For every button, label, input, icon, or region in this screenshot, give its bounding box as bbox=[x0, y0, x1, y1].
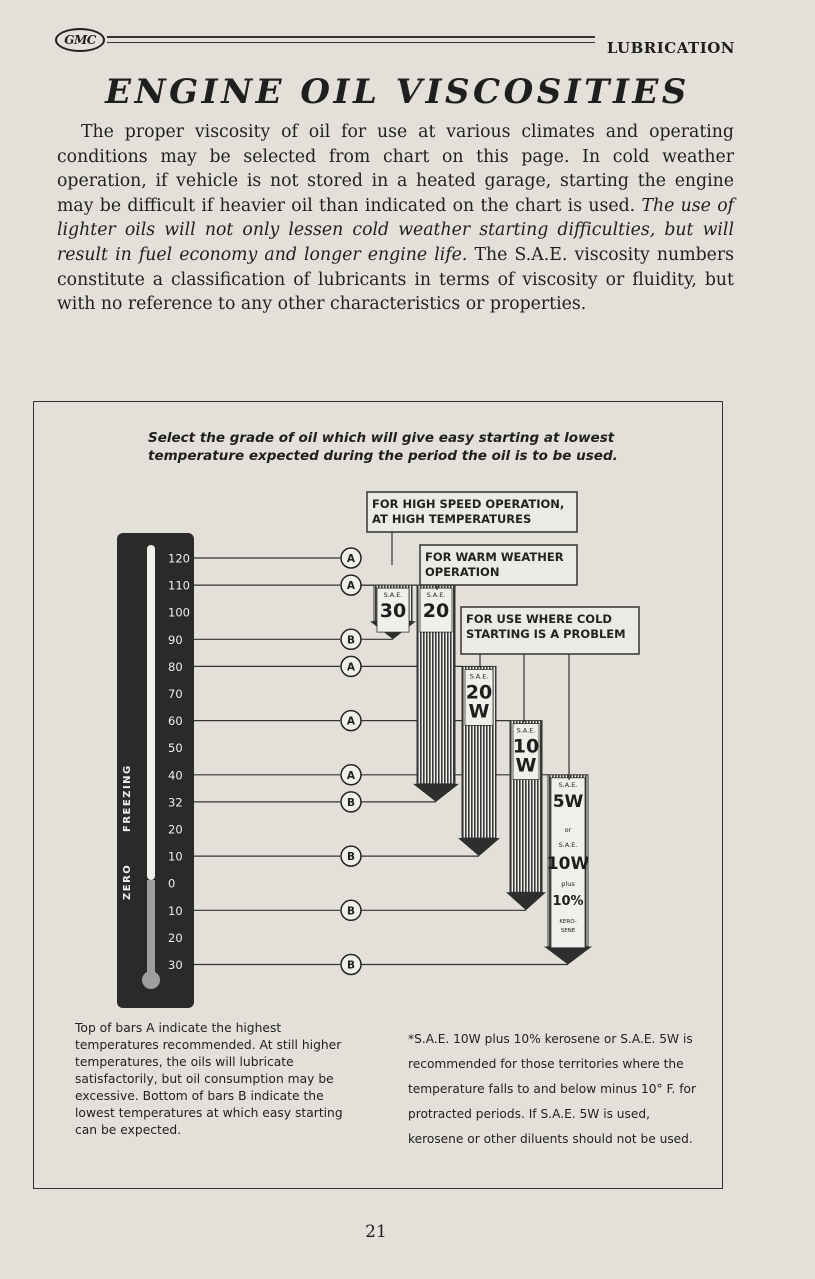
bar-10w bbox=[506, 721, 546, 911]
temperature-tick-label: 60 bbox=[168, 714, 183, 729]
bar-arrowhead bbox=[413, 784, 459, 802]
bar-or-label: or bbox=[564, 825, 572, 834]
temperature-tick-label: 10 bbox=[168, 849, 183, 864]
bar-grade-label: W bbox=[468, 700, 490, 723]
bar-20w bbox=[458, 666, 500, 856]
marker-b-label: B bbox=[346, 634, 356, 647]
marker-a-label: A bbox=[346, 769, 356, 782]
bar-arrowhead bbox=[506, 892, 546, 910]
bar-sae-label: S.A.E. bbox=[383, 591, 403, 600]
bar-sae-label: S.A.E. bbox=[516, 726, 536, 735]
marker-b-label: B bbox=[346, 851, 356, 864]
bar-5w bbox=[544, 775, 592, 965]
marker-a-label: A bbox=[346, 715, 356, 728]
temperature-tick-label: 0 bbox=[168, 876, 176, 891]
temperature-tick-label: 100 bbox=[168, 605, 190, 620]
intro-text: The S.A.E. viscosity numbers constitute a classification of lubricants in terms of viscosity or fluidity, but with no reference to any other characteristics or properties. bbox=[57, 244, 734, 315]
bar-sae-label: S.A.E. bbox=[558, 780, 578, 789]
callout-text: FOR HIGH SPEED OPERATION, bbox=[372, 497, 565, 511]
freezing-label: FREEZING bbox=[122, 764, 133, 832]
marker-a-label: A bbox=[346, 580, 356, 593]
gmc-logo: GMC bbox=[55, 28, 105, 52]
marker-b-label: B bbox=[346, 905, 356, 918]
bar-sae-label: S.A.E. bbox=[558, 840, 578, 849]
temperature-tick-label: 32 bbox=[168, 795, 183, 810]
callouts bbox=[367, 492, 639, 780]
bar-20 bbox=[413, 585, 459, 802]
bar-grade-alt-label: 10W bbox=[546, 853, 590, 874]
marker-b-label: B bbox=[346, 796, 356, 809]
chart-note-right: *S.A.E. 10W plus 10% kerosene or S.A.E. 5W is recommended for those territories where the temperature falls to and below minus 10° F. for protracted periods. If S.A.E. 5W is used, kerosene or other diluents should not be used. bbox=[408, 1032, 697, 1146]
temperature-tick-label: 70 bbox=[168, 687, 183, 701]
temperature-tick-label: 110 bbox=[168, 578, 190, 593]
bar-grade-label: 30 bbox=[379, 600, 407, 623]
bar-plus-label: plus bbox=[561, 879, 575, 888]
marker-b-label: B bbox=[346, 959, 356, 972]
zero-label: ZERO bbox=[122, 863, 133, 900]
thermometer-bulb bbox=[142, 971, 160, 989]
bar-sae-label: S.A.E. bbox=[426, 591, 446, 600]
marker-a-label: A bbox=[346, 553, 356, 565]
temperature-tick-label: 30 bbox=[168, 958, 183, 972]
temperature-tick-label: 90 bbox=[168, 632, 183, 647]
callout-text: OPERATION bbox=[425, 565, 500, 579]
callout-text: AT HIGH TEMPERATURES bbox=[372, 512, 532, 526]
bar-grade-label: 20 bbox=[422, 600, 450, 623]
callout-box bbox=[420, 545, 577, 590]
intro-text: The proper viscosity of oil for use at various climates and operating conditions may be selected from chart on this page. In cold weather operation, if vehicle is not stored in a heated garage, starting the engine may be difficult if heavier oil than indicated on the chart is used. bbox=[57, 122, 734, 216]
page-title: ENGINE OIL VISCOSITIES bbox=[105, 72, 690, 112]
marker-a-label: A bbox=[346, 661, 356, 674]
temperature-tick-label: 20 bbox=[168, 930, 183, 945]
thermometer bbox=[117, 533, 194, 1008]
intro-italic-text: The use of lighter oils will not only lessen cold weather starting difficulties, but will result in fuel economy and longer engine life. bbox=[57, 195, 734, 265]
callout-text: FOR USE WHERE COLD bbox=[466, 612, 612, 626]
temperature-tick-label: 20 bbox=[168, 822, 183, 837]
bar-grade-label: 5W bbox=[552, 791, 584, 812]
temperature-tick-label: 40 bbox=[168, 768, 183, 783]
bar-kerosene-label: KERO- bbox=[559, 918, 577, 925]
chart-instruction: Select the grade of oil which will give easy starting at lowest temperature expected during the period the oil is to be used. bbox=[148, 430, 618, 464]
chart-note-left: Top of bars A indicate the highest temperatures recommended. At still higher temperatures, the oils will lubricate satisfactorily, but oil consumption may be excessive. Bottom of bars B indicate the lowest temperatures at which easy starting can be expected. bbox=[75, 1021, 343, 1137]
callout-text: STARTING IS A PROBLEM bbox=[466, 627, 626, 641]
page-number: 21 bbox=[365, 1222, 387, 1242]
bar-sae-label: S.A.E. bbox=[469, 672, 489, 681]
bar-grade-label: W bbox=[515, 754, 537, 777]
section-label: LUBRICATION bbox=[606, 39, 735, 57]
thermometer-tube bbox=[147, 545, 155, 880]
temperature-tick-label: 10 bbox=[168, 903, 183, 918]
bar-percent-label: 10% bbox=[552, 893, 584, 909]
bar-grade-label: 10 bbox=[512, 735, 540, 758]
temperature-tick-label: 120 bbox=[168, 551, 190, 566]
thermometer-mercury bbox=[147, 880, 155, 975]
bar-kerosene-label: SENE bbox=[560, 927, 576, 934]
bar-arrowhead bbox=[544, 947, 592, 965]
callout-text: FOR WARM WEATHER bbox=[425, 550, 564, 564]
range-markers bbox=[341, 548, 361, 975]
bar-30 bbox=[370, 585, 416, 639]
bar-arrowhead bbox=[458, 838, 500, 856]
bar-grade-label: 20 bbox=[465, 681, 493, 704]
temperature-tick-label: 80 bbox=[168, 659, 183, 674]
temperature-tick-label: 50 bbox=[168, 741, 183, 756]
